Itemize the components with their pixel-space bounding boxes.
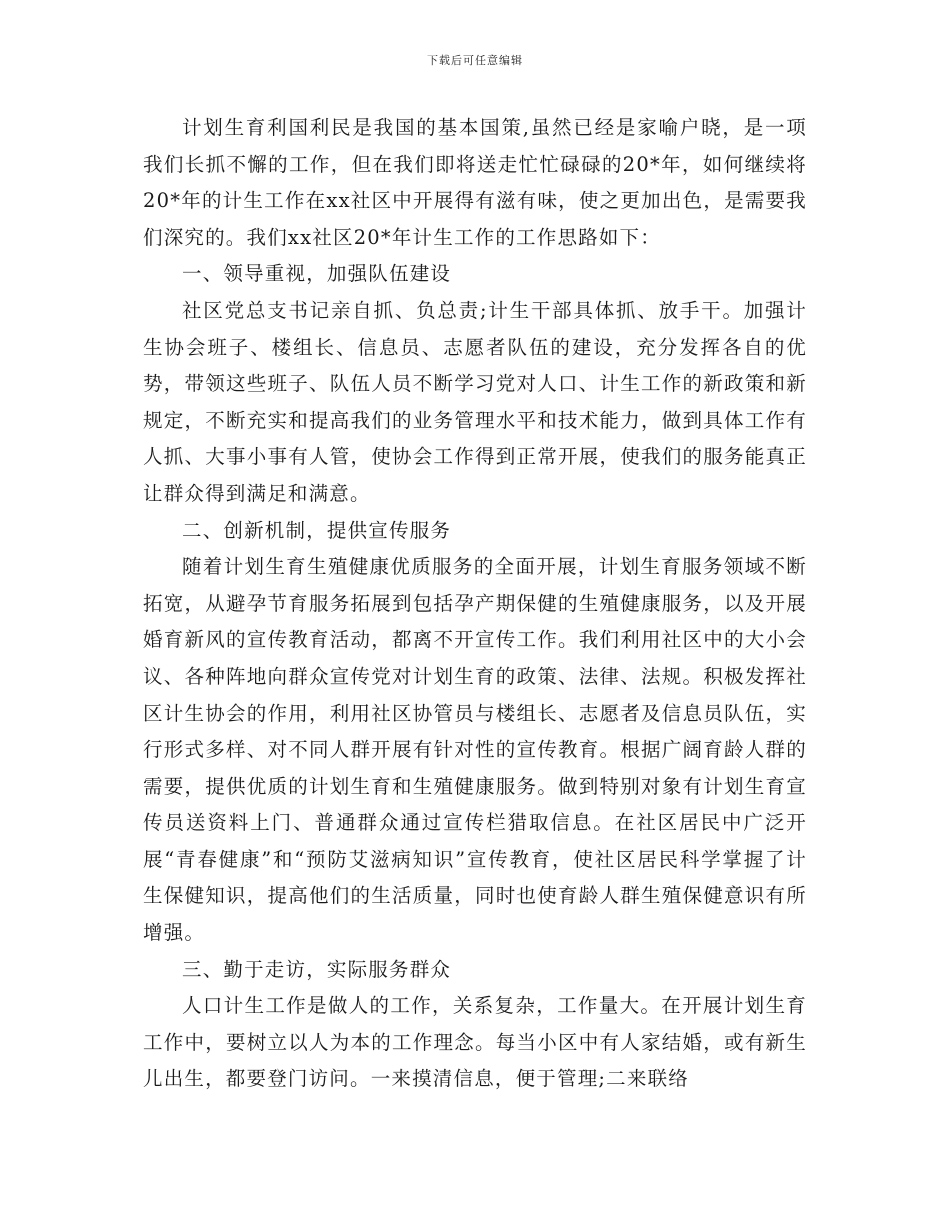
section-1-paragraph: 社区党总支书记亲自抓、负总责;计生干部具体抓、放手干。加强计生协会班子、楼组长、信息员、志愿者队伍的建设，充分发挥各自的优势，带领这些班子、队伍人员不断学习党对人口、计生工作的新政策和新规定，不断充实和提高我们的业务管理水平和技术能力，做到具体工作有人抓、大事小事有人管，使协会工作得到正常开展，使我们的服务能真正让群众得到满足和满意。: [143, 298, 807, 505]
section-3-paragraph: 人口计生工作是做人的工作，关系复杂，工作量大。在开展计划生育工作中，要树立以人为本的工作理念。每当小区中有人家结婚，或有新生儿出生，都要登门访问。一来摸清信息，便于管理;二来联络: [143, 994, 807, 1091]
section-3-heading: 三、勤于走访，实际服务群众: [182, 957, 452, 981]
section-1-heading: 一、领导重视，加强队伍建设: [182, 262, 452, 286]
document-body: [143, 110, 807, 1098]
section-2-heading: 二、创新机制，提供宣传服务: [182, 518, 452, 542]
intro-paragraph: 计划生育利国利民是我国的基本国策,虽然已经是家喻户晓，是一项我们长抓不懈的工作，但在我们即将送走忙忙碌碌的20*年，如何继续将20*年的计生工作在xx社区中开展得有滋有味，使之更加出色，是需要我们深究的。我们xx社区20*年计生工作的工作思路如下：: [143, 116, 807, 249]
page-header-note: 下载后可任意编辑: [427, 54, 523, 67]
section-2-paragraph: 随着计划生育生殖健康优质服务的全面开展，计划生育服务领域不断拓宽，从避孕节育服务拓展到包括孕产期保健的生殖健康服务，以及开展婚育新风的宣传教育活动，都离不开宣传工作。我们利用社区中的大小会议、各种阵地向群众宣传党对计划生育的政策、法律、法规。积极发挥社区计生协会的作用，利用社区协管员与楼组长、志愿者及信息员队伍，实行形式多样、对不同人群开展有针对性的宣传教育。根据广阔育龄人群的需要，提供优质的计划生育和生殖健康服务。做到特别对象有计划生育宣传员送资料上门、普通群众通过宣传栏猎取信息。在社区居民中广泛开展“青春健康”和“预防艾滋病知识”宣传教育，使社区居民科学掌握了计生保健知识，提高他们的生活质量，同时也使育龄人群生殖保健意识有所增强。: [143, 555, 807, 945]
